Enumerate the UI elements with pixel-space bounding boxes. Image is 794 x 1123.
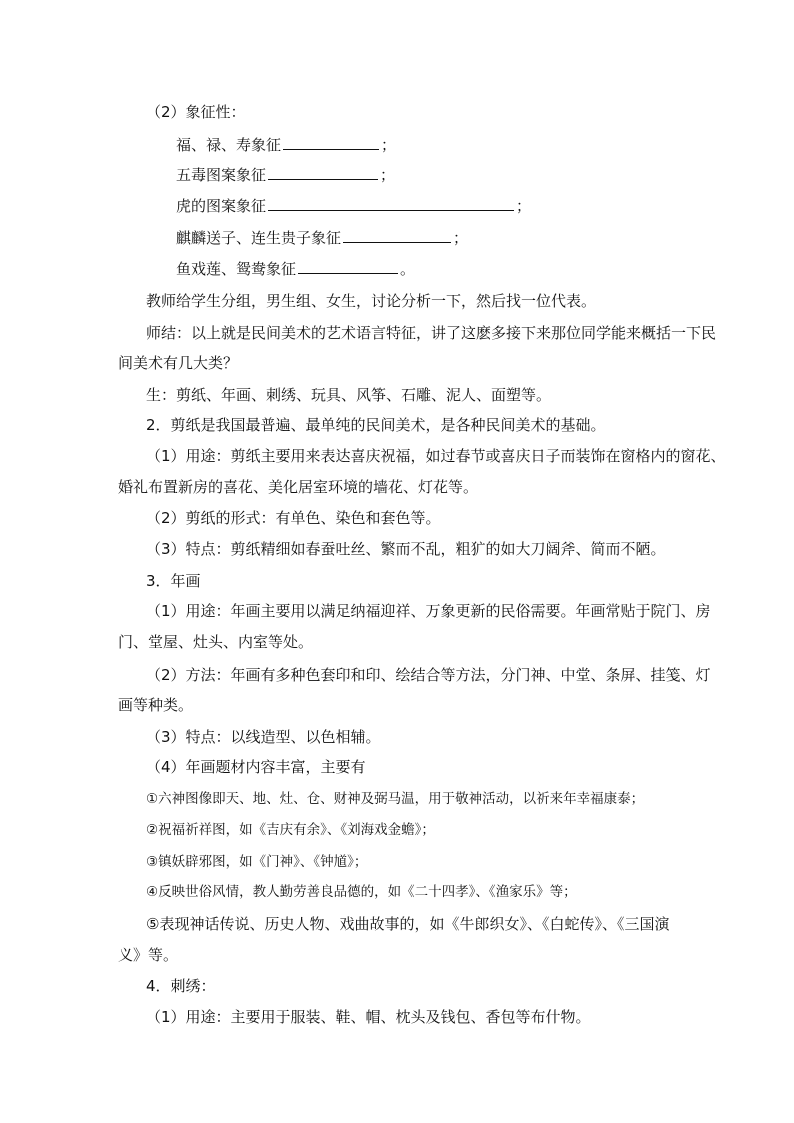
- answer-blank[interactable]: [343, 228, 451, 243]
- paragraph: （1）用途：年画主要用以满足纳福迎祥、万象更新的民俗需要。年画常贴于院门、房: [146, 602, 711, 620]
- list-item: ②祝福祈祥图，如《吉庆有余》、《刘海戏金蟾》；: [146, 822, 435, 838]
- symbolism-item: [176, 259, 415, 279]
- list-item: ④反映世俗风情，教人勤劳善良品德的，如《二十四孝》、《渔家乐》等；: [146, 884, 577, 900]
- paragraph: （1）用途：主要用于服装、鞋、帽、枕头及钱包、香包等布什物。: [146, 1008, 591, 1026]
- symbolism-item: [176, 196, 531, 216]
- paragraph: 生：剪纸、年画、刺绣、玩具、风筝、石雕、泥人、面塑等。: [146, 386, 552, 404]
- list-item: ③镇妖辟邪图，如《门神》、《钟馗》；: [146, 854, 368, 870]
- paragraph: （1）用途：剪纸主要用来表达喜庆祝福，如过春节或喜庆日子而装饰在窗格内的窗花、: [146, 447, 726, 465]
- answer-blank[interactable]: [298, 259, 398, 274]
- answer-blank[interactable]: [283, 135, 379, 150]
- paragraph: （2）方法：年画有多种色套印和印、绘结合等方法，分门神、中堂、条屏、挂笺、灯: [146, 666, 711, 684]
- section-heading: 3．年画: [146, 572, 201, 590]
- paragraph: 画等种类。: [118, 696, 194, 714]
- list-item: ①六神图像即天、地、灶、仓、财神及弼马温，用于敬神活动，以祈来年幸福康泰；: [146, 791, 645, 807]
- symbolism-item-label: 虎的图案象征: [176, 197, 267, 215]
- symbolism-item-label: 五毒图案象征: [176, 166, 267, 184]
- symbolism-item: [176, 228, 468, 248]
- symbolism-item-end: ；: [516, 197, 532, 215]
- paragraph: （3）特点：剪纸精细如春蚕吐丝、繁而不乱，粗犷的如大刀阔斧、简而不陋。: [146, 540, 666, 558]
- paragraph: 教师给学生分组，男生组、女生，讨论分析一下，然后找一位代表。: [146, 292, 597, 310]
- paragraph: （3）特点：以线造型、以色相辅。: [146, 728, 381, 746]
- list-item: ⑤表现神话传说、历史人物、戏曲故事的，如《牛郎织女》、《白蛇传》、《三国演: [146, 915, 670, 933]
- symbolism-item-end: 。: [400, 260, 416, 278]
- symbolism-item-end: ；: [381, 136, 397, 154]
- paragraph: （2）剪纸的形式：有单色、染色和套色等。: [146, 509, 441, 527]
- paragraph: 间美术有几大类？: [118, 354, 239, 372]
- symbolism-item-label: 福、禄、寿象征: [176, 136, 282, 154]
- symbolism-item: [176, 165, 395, 185]
- symbolism-heading: （2）象征性：: [146, 103, 246, 121]
- paragraph: 师结：以上就是民间美术的艺术语言特征，讲了这麽多接下来那位同学能来概括一下民: [146, 324, 717, 342]
- list-item: 义》等。: [118, 946, 179, 964]
- paragraph: 婚礼布置新房的喜花、美化居室环境的墙花、灯花等。: [118, 478, 479, 496]
- section-heading: 2．剪纸是我国最普遍、最单纯的民间美术，是各种民间美术的基础。: [146, 416, 606, 434]
- paragraph: 门、堂屋、灶头、内室等处。: [118, 633, 314, 651]
- symbolism-item-label: 鱼戏莲、鸳鸯象征: [176, 260, 297, 278]
- answer-blank[interactable]: [268, 196, 514, 211]
- symbolism-item-label: 麒麟送子、连生贵子象征: [176, 229, 342, 247]
- paragraph: （4）年画题材内容丰富，主要有: [146, 758, 366, 776]
- symbolism-item: [176, 135, 396, 155]
- symbolism-item-end: ；: [380, 166, 396, 184]
- symbolism-item-end: ；: [453, 229, 469, 247]
- section-heading: 4．刺绣：: [146, 977, 216, 995]
- answer-blank[interactable]: [268, 165, 378, 180]
